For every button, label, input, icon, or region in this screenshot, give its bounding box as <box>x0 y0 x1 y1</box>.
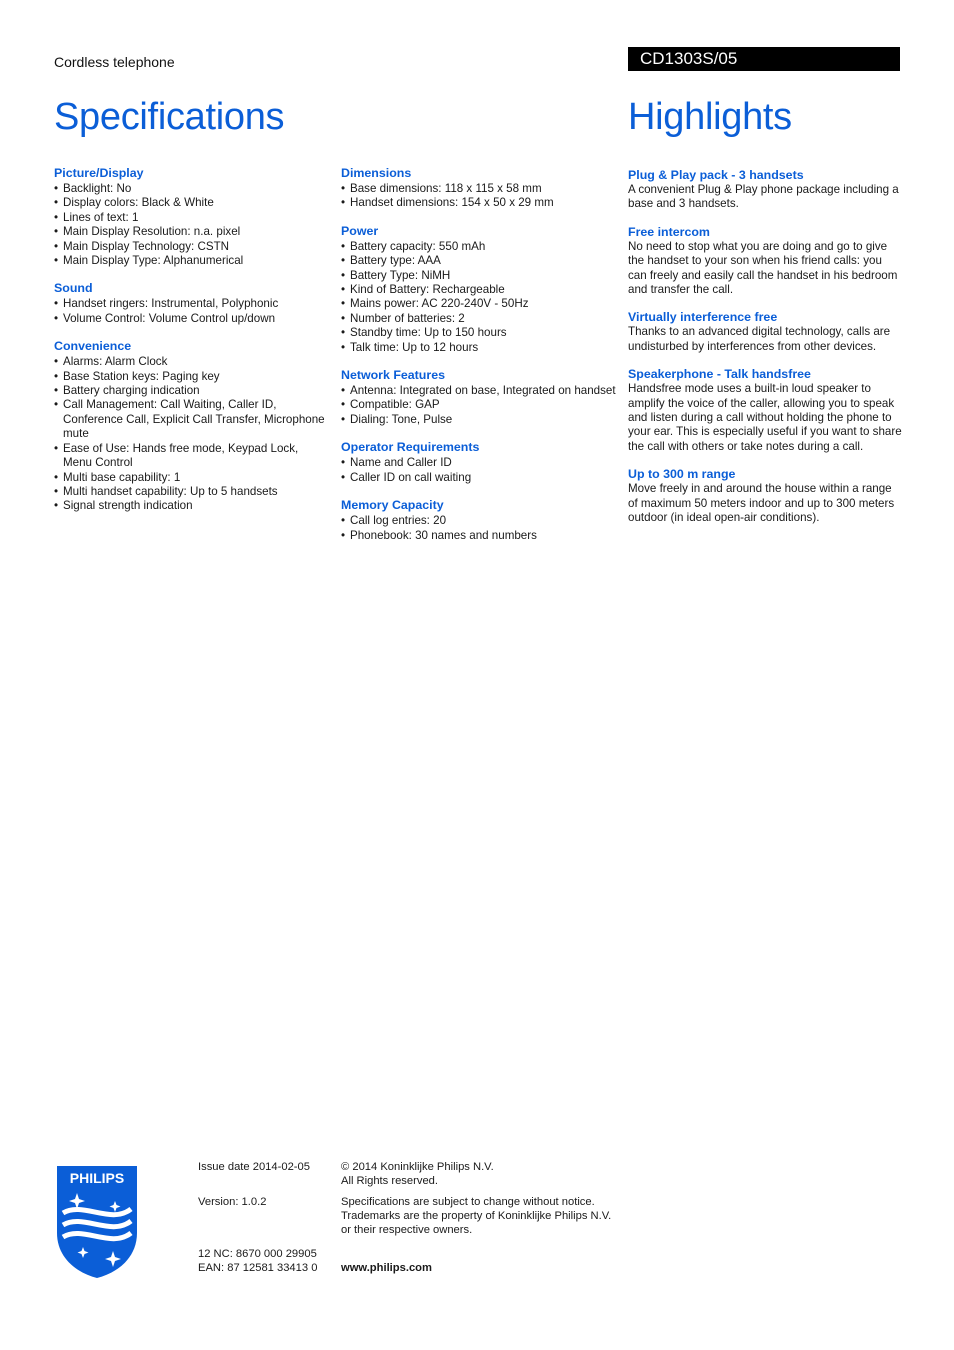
rights: All Rights reserved. <box>341 1175 438 1187</box>
footer <box>0 1160 954 1300</box>
spec-item: • Ease of Use: Hands free mode, Keypad Lock, Menu Control <box>54 442 329 471</box>
highlight-title: Speakerphone - Talk handsfree <box>628 367 811 382</box>
highlight-title: Virtually interference free <box>628 310 778 325</box>
spec-item: • Call Management: Call Waiting, Caller ID, Conference Call, Explicit Call Transfer, Microphone mute <box>54 398 329 441</box>
spec-item: • Caller ID on call waiting <box>341 471 621 485</box>
spec-item: • Main Display Technology: CSTN <box>54 240 329 254</box>
spec-item: • Base dimensions: 118 x 115 x 58 mm <box>341 182 621 196</box>
spec-list <box>341 182 621 211</box>
highlights-title: Highlights <box>628 96 792 138</box>
spec-section-title: Dimensions <box>341 166 412 180</box>
notice-line-3: or their respective owners. <box>341 1224 473 1236</box>
website-link[interactable]: www.philips.com <box>341 1262 432 1274</box>
spec-section-dimensions <box>341 166 621 211</box>
spec-item: • Mains power: AC 220-240V - 50Hz <box>341 297 621 311</box>
spec-section-operator-requirements <box>341 440 621 485</box>
logo-wordmark: PHILIPS <box>69 1170 125 1186</box>
spec-section-title: Memory Capacity <box>341 498 444 513</box>
model-number-badge: CD1303S/05 <box>628 47 900 71</box>
spec-item: • Phonebook: 30 names and numbers <box>341 529 621 543</box>
version: Version: 1.0.2 <box>198 1196 267 1208</box>
spec-item: • Multi handset capability: Up to 5 handsets <box>54 485 329 499</box>
spec-item: • Main Display Type: Alphanumerical <box>54 254 329 268</box>
spec-item: • Lines of text: 1 <box>54 211 329 225</box>
philips-shield-logo <box>53 1163 141 1280</box>
spec-section-picture-display <box>54 166 329 268</box>
spec-item: • Alarms: Alarm Clock <box>54 355 329 369</box>
spec-item: • Signal strength indication <box>54 499 329 513</box>
spec-item: • Talk time: Up to 12 hours <box>341 341 621 355</box>
highlight-virtually-interference-free <box>628 310 903 354</box>
spec-list <box>54 297 329 326</box>
highlight-up-to-300-m-range <box>628 467 903 525</box>
highlight-title: Up to 300 m range <box>628 467 736 482</box>
notice-line-1: Specifications are subject to change without notice. <box>341 1196 595 1208</box>
notice-line-2: Trademarks are the property of Koninklijke Philips N.V. <box>341 1210 612 1222</box>
spec-item: • Base Station keys: Paging key <box>54 370 329 384</box>
spec-item: • Handset ringers: Instrumental, Polyphonic <box>54 297 329 311</box>
spec-item: • Handset dimensions: 154 x 50 x 29 mm <box>341 196 621 210</box>
spec-list <box>341 514 621 543</box>
spec-item: • Multi base capability: 1 <box>54 471 329 485</box>
spec-item: • Call log entries: 20 <box>341 514 621 528</box>
highlight-speakerphone-talk-handsfree <box>628 367 903 454</box>
highlight-title: Free intercom <box>628 224 710 239</box>
highlights-column <box>628 166 903 539</box>
spec-item: • Name and Caller ID <box>341 456 621 470</box>
spec-item: • Antenna: Integrated on base, Integrated on handset <box>341 384 621 398</box>
spec-item: • Backlight: No <box>54 182 329 196</box>
spec-section-title: Convenience <box>54 339 132 354</box>
highlight-plug-play-pack-3-handsets <box>628 168 903 212</box>
highlight-text: No need to stop what you are doing and go to give the handset to your son when his friend calls: you can freely and easily call the handset in his bedroom and transfer the call. <box>628 239 898 297</box>
nc-number: 12 NC: 8670 000 29905 <box>198 1248 317 1260</box>
spec-section-convenience <box>54 339 329 513</box>
highlight-free-intercom <box>628 225 903 298</box>
spec-item: • Battery Type: NiMH <box>341 269 621 283</box>
spec-section-sound <box>54 281 329 326</box>
spec-item: • Kind of Battery: Rechargeable <box>341 283 621 297</box>
spec-section-network-features <box>341 368 621 427</box>
spec-section-title: Power <box>341 223 379 238</box>
specs-column-2 <box>341 166 621 556</box>
issue-date: Issue date 2014-02-05 <box>198 1161 310 1173</box>
spec-item: • Main Display Resolution: n.a. pixel <box>54 225 329 239</box>
copyright: © 2014 Koninklijke Philips N.V. <box>341 1161 494 1173</box>
spec-list <box>341 456 621 485</box>
highlight-text: Thanks to an advanced digital technology, calls are undisturbed by interferences from other devices. <box>628 325 891 353</box>
highlight-text: A convenient Plug & Play phone package including a base and 3 handsets. <box>628 183 899 211</box>
highlight-text: Move freely in and around the house within a range of maximum 50 meters indoor and up to 300 meters outdoor (in ideal open-air conditions). <box>628 482 895 525</box>
product-category: Cordless telephone <box>54 54 175 70</box>
spec-list <box>341 240 621 355</box>
spec-item: • Compatible: GAP <box>341 398 621 412</box>
specifications-title: Specifications <box>54 96 285 138</box>
spec-item: • Battery type: AAA <box>341 254 621 268</box>
spec-item: • Battery charging indication <box>54 384 329 398</box>
spec-section-title: Network Features <box>341 368 445 383</box>
spec-item: • Standby time: Up to 150 hours <box>341 326 621 340</box>
spec-item: • Number of batteries: 2 <box>341 312 621 326</box>
spec-section-title: Sound <box>54 281 93 296</box>
specs-column-1 <box>54 166 329 527</box>
spec-section-memory-capacity <box>341 498 621 543</box>
spec-list <box>54 355 329 513</box>
spec-item: • Dialing: Tone, Pulse <box>341 413 621 427</box>
spec-item: • Display colors: Black & White <box>54 196 329 210</box>
spec-item: • Volume Control: Volume Control up/down <box>54 312 329 326</box>
ean-number: EAN: 87 12581 33413 0 <box>198 1262 318 1274</box>
spec-section-title: Operator Requirements <box>341 440 480 455</box>
highlight-title: Plug & Play pack - 3 handsets <box>628 168 804 182</box>
spec-list <box>341 384 621 427</box>
spec-list <box>54 182 329 268</box>
spec-item: • Battery capacity: 550 mAh <box>341 240 621 254</box>
spec-section-title: Picture/Display <box>54 166 144 180</box>
highlight-text: Handsfree mode uses a built-in loud speaker to amplify the voice of the caller, allowing you to speak and listen during a call without holding the phone to your ear. This is especially useful if you want to share the call with others or take notes during a call. <box>628 382 902 453</box>
spec-section-power <box>341 224 621 355</box>
